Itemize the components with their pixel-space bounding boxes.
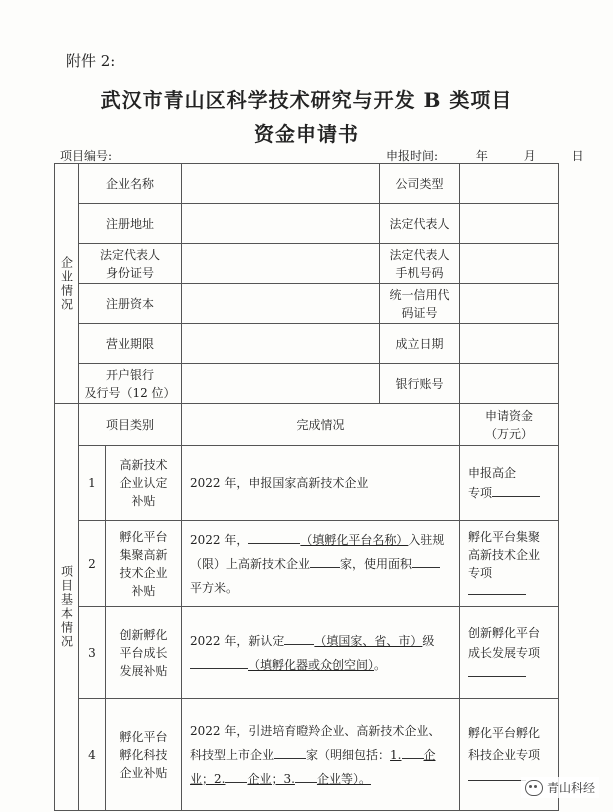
credit-code-field[interactable] <box>460 284 559 324</box>
item-completion <box>182 521 460 607</box>
company-row <box>55 284 559 324</box>
amount-label: 孵化平台孵化 科技企业专项 <box>468 725 541 762</box>
establish-date-field[interactable] <box>460 324 559 364</box>
incubator-type-hint: （填孵化器或众创空间） <box>248 657 375 672</box>
company-field-label: 公司类型 <box>380 164 460 204</box>
item-completion <box>182 607 460 699</box>
company-field-label: 法定代表人 <box>380 204 460 244</box>
legal-representative-field[interactable] <box>460 204 559 244</box>
company-field-label: 企业名称 <box>79 164 182 204</box>
legal-rep-phone-field[interactable] <box>460 244 559 284</box>
detail-1-number: 1. <box>390 747 402 762</box>
company-field-label: 开户银行 及行号（12 位） <box>79 364 182 404</box>
level-hint: （填国家、省、市） <box>314 633 423 648</box>
item-amount <box>460 521 559 607</box>
completion-text: 2022 年，引进培育瞪羚企业、高新技术企业、科技型上市企业 <box>190 723 441 762</box>
watermark-text: 青山科经 <box>546 781 595 795</box>
amount-label: 创新孵化平台 成长发展专项 <box>468 625 541 660</box>
completion-text: 平方米。 <box>190 580 239 595</box>
application-form-table <box>54 163 559 811</box>
company-field-label: 统一信用代 码证号 <box>380 284 460 324</box>
company-field-label: 注册地址 <box>79 204 182 244</box>
item-category: 孵化平台 孵化科技 企业补贴 <box>106 699 182 811</box>
legal-rep-id-field[interactable] <box>182 244 380 284</box>
project-item-row <box>55 446 559 521</box>
completion-text: 企业等）。 <box>316 771 371 786</box>
amount-label: 孵化平台集聚 高新技术企业 专项 <box>468 529 541 580</box>
document-subtitle: 资金申请书 <box>254 122 359 146</box>
amount-blank[interactable] <box>468 676 526 677</box>
company-field-label: 注册资本 <box>79 284 182 324</box>
platform-name-hint: （填孵化平台名称） <box>300 532 409 547</box>
enterprise-count-blank[interactable] <box>274 758 306 759</box>
company-row <box>55 164 559 204</box>
bank-account-field[interactable] <box>460 364 559 404</box>
bank-field[interactable] <box>182 364 380 404</box>
completion-text: 2022 年， <box>190 532 249 547</box>
detail-2-blank[interactable] <box>225 782 247 783</box>
item-category: 孵化平台 集聚高新 技术企业 补贴 <box>106 521 182 607</box>
enterprise-count-blank[interactable] <box>310 567 340 568</box>
project-item-row <box>55 521 559 607</box>
project-category-header: 项目类别 <box>79 404 182 446</box>
month-label: 月 <box>523 149 536 163</box>
detail-3-blank[interactable] <box>295 782 317 783</box>
company-field-label: 成立日期 <box>380 324 460 364</box>
platform-name-blank[interactable] <box>248 543 300 544</box>
item-number: 2 <box>79 521 106 607</box>
company-type-field[interactable] <box>460 164 559 204</box>
project-section-label: 项目基本情况 <box>55 404 79 811</box>
project-item-row <box>55 699 559 811</box>
company-section-label: 企业情况 <box>55 164 79 404</box>
company-field-label: 银行账号 <box>380 364 460 404</box>
item-category: 创新孵化 平台成长 发展补贴 <box>106 607 182 699</box>
completion-text: 家（明细包括： <box>306 747 391 762</box>
item-completion <box>182 446 460 521</box>
year-label: 年 <box>475 149 488 163</box>
completion-text: 2022 年，新认定 <box>190 633 285 648</box>
item-number: 1 <box>79 446 106 521</box>
business-term-field[interactable] <box>182 324 380 364</box>
incubator-type-blank[interactable] <box>190 668 248 669</box>
completion-header: 完成情况 <box>182 404 460 446</box>
level-blank[interactable] <box>284 644 314 645</box>
item-amount <box>460 607 559 699</box>
amount-label: 申报高企 专项 <box>468 466 517 500</box>
company-field-label: 法定代表人 身份证号 <box>79 244 182 284</box>
completion-text: 级 <box>422 633 435 648</box>
completion-text: 企业； <box>190 747 436 786</box>
item-amount <box>460 446 559 521</box>
watermark <box>521 777 599 798</box>
company-row <box>55 204 559 244</box>
report-date <box>386 147 592 164</box>
registered-address-field[interactable] <box>182 204 380 244</box>
project-number-label: 项目编号: <box>60 149 113 163</box>
amount-blank[interactable] <box>492 496 540 497</box>
area-blank[interactable] <box>412 567 440 568</box>
wechat-icon <box>525 780 543 796</box>
company-row <box>55 364 559 404</box>
project-header-row <box>55 404 559 446</box>
amount-blank[interactable] <box>468 780 526 781</box>
company-field-label: 法定代表人 手机号码 <box>380 244 460 284</box>
document-title: 武汉市青山区科学技术研究与开发 B 类项目 <box>100 88 513 112</box>
report-time-label: 申报时间: <box>386 149 439 163</box>
project-item-row <box>55 607 559 699</box>
company-row <box>55 324 559 364</box>
item-category: 高新技术 企业认定 补贴 <box>106 446 182 521</box>
completion-text: 企业； <box>247 771 284 786</box>
item-number: 4 <box>79 699 106 811</box>
item-number: 3 <box>79 607 106 699</box>
completion-text: 家，使用面积 <box>340 556 413 571</box>
company-row <box>55 244 559 284</box>
detail-2-number: 2. <box>214 771 226 786</box>
amount-blank[interactable] <box>468 594 526 595</box>
completion-text: 。 <box>374 657 387 672</box>
completion-text: 2022 年，申报国家高新技术企业 <box>190 476 369 490</box>
amount-header: 申请资金 （万元） <box>460 404 559 446</box>
registered-capital-field[interactable] <box>182 284 380 324</box>
item-completion <box>182 699 460 811</box>
completion-text: 入驻规（限）上高新技术企业 <box>190 532 445 571</box>
day-label: 日 <box>571 149 584 163</box>
detail-3-number: 3. <box>283 771 295 786</box>
company-field-label: 营业期限 <box>79 324 182 364</box>
attachment-label: 附件 2: <box>66 52 116 70</box>
company-name-field[interactable] <box>182 164 380 204</box>
detail-1-blank[interactable] <box>402 758 424 759</box>
